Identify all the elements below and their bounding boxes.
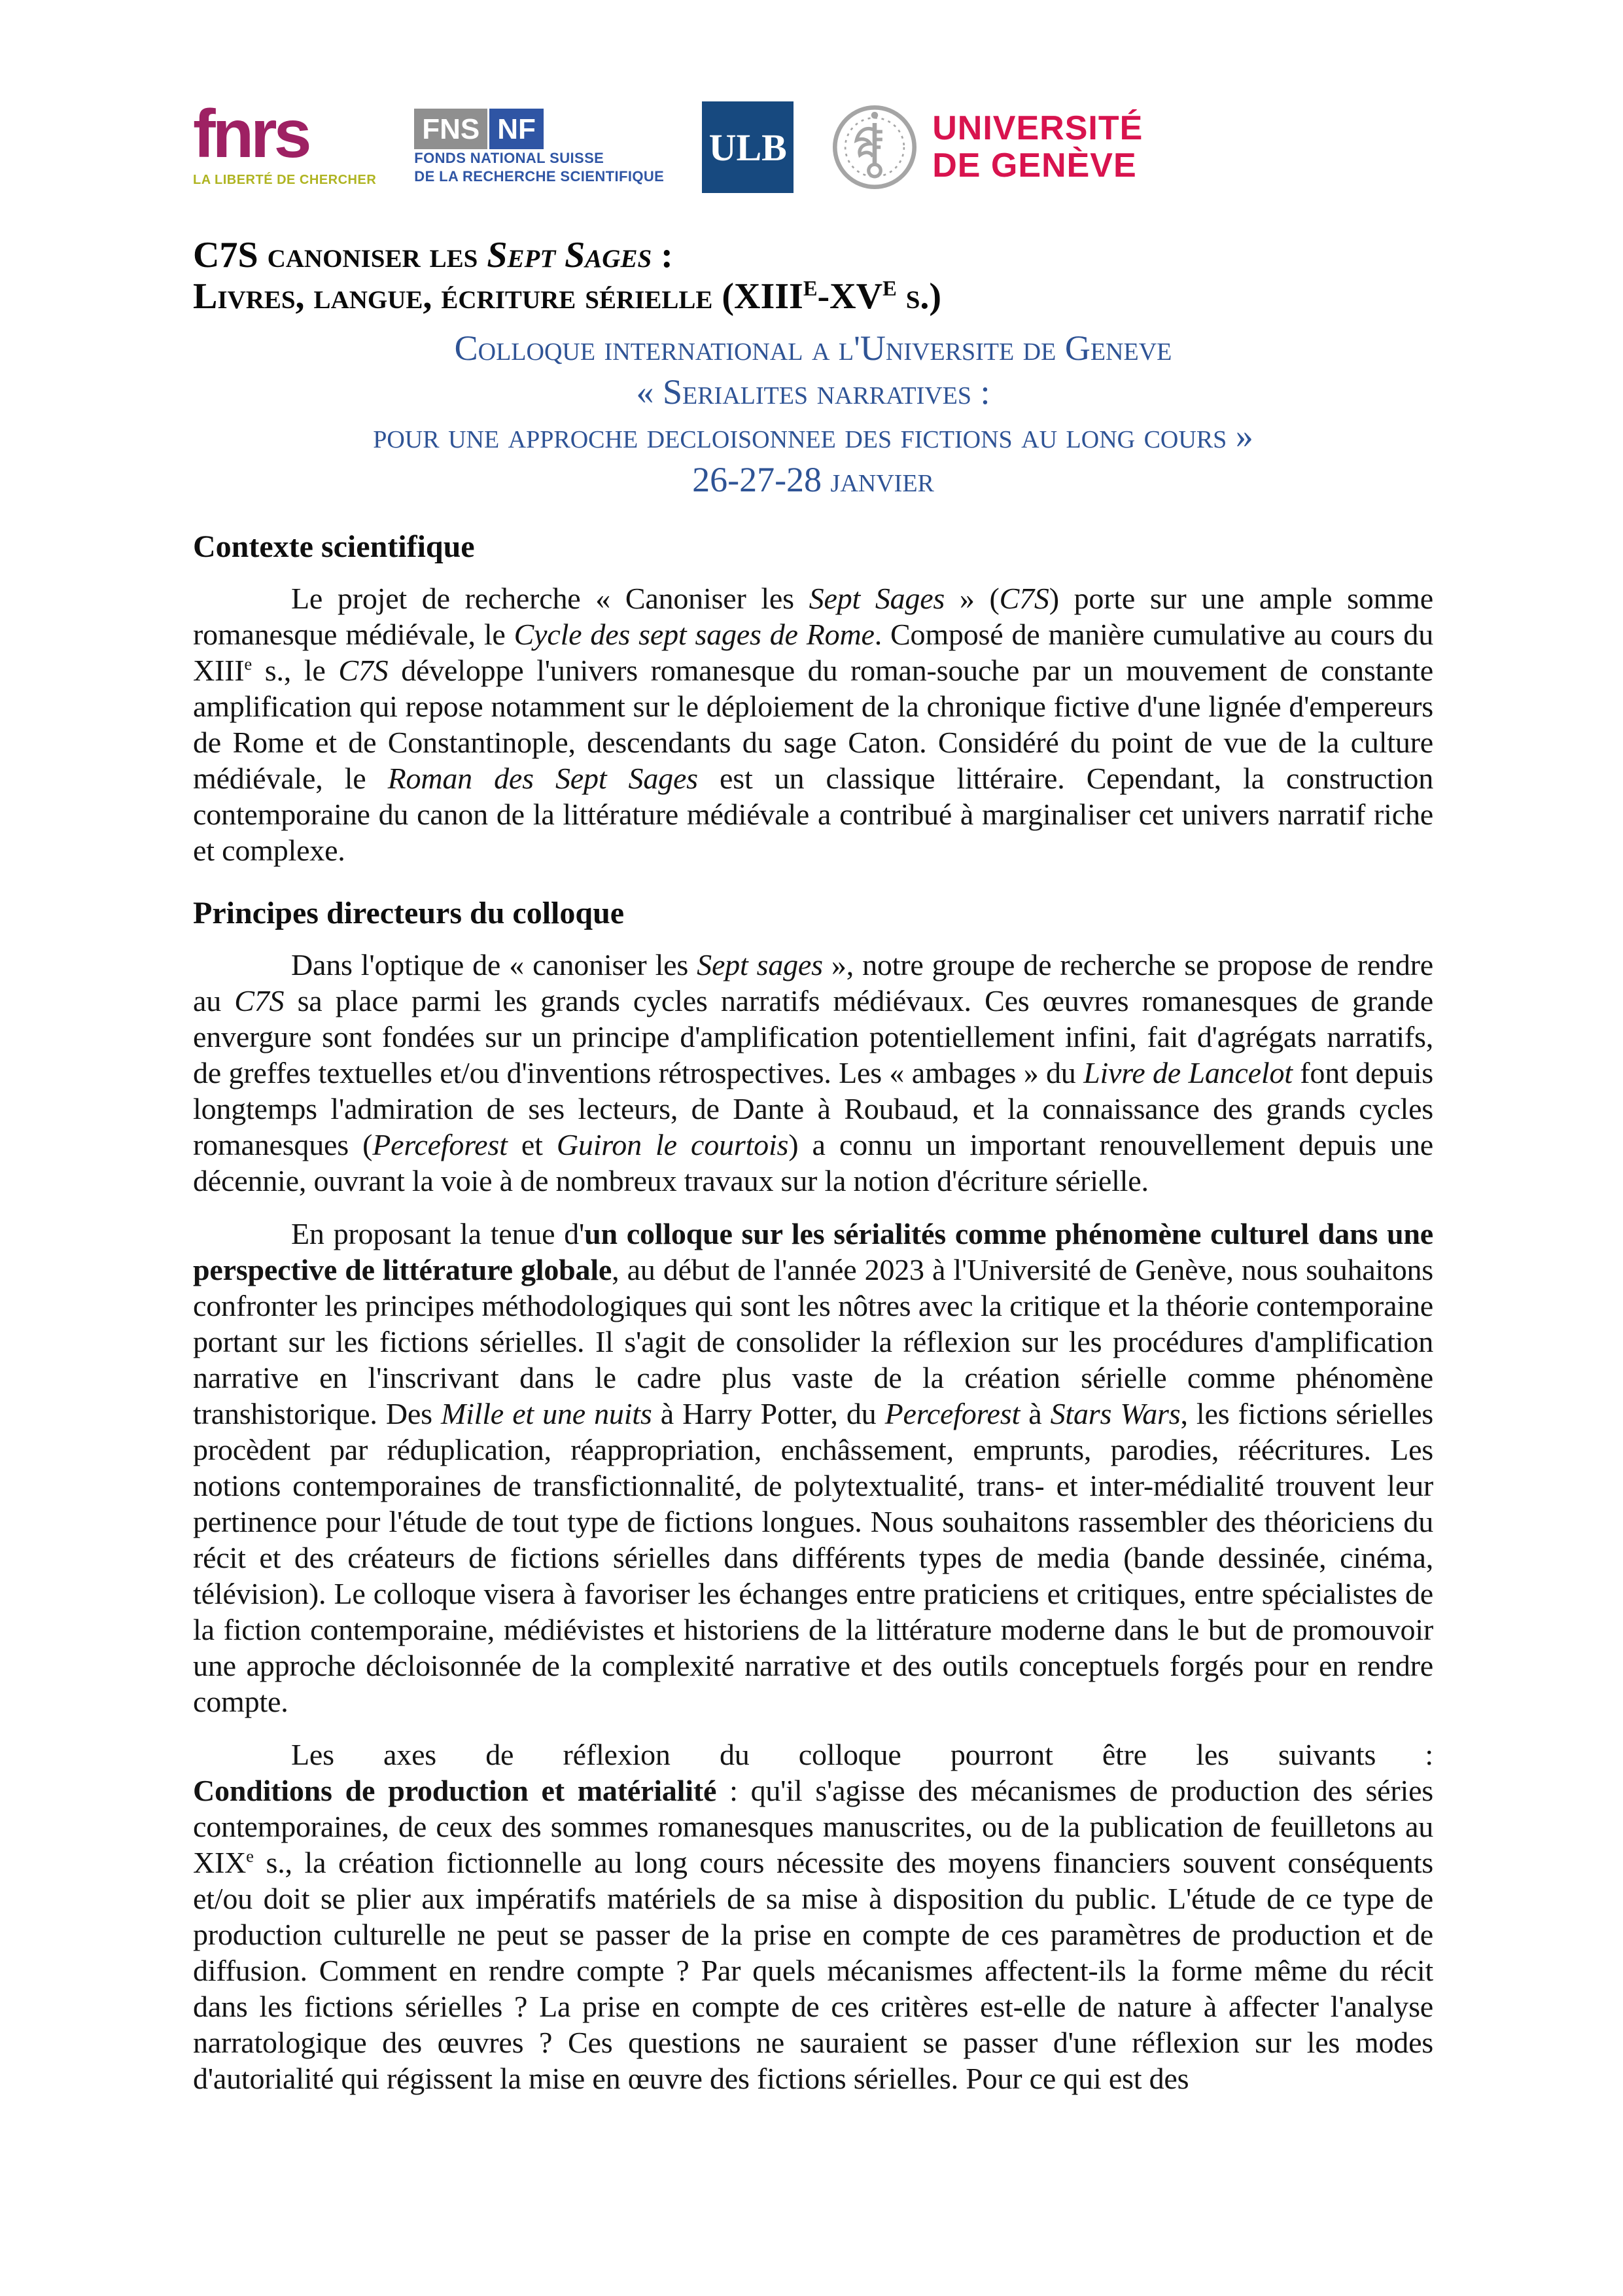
section-body [193,947,1433,2096]
snf-wordmark-nf: NF [489,109,544,149]
section-contexte-scientifique [193,529,1433,868]
superscript-run: E [882,277,897,301]
text-run: , les fictions sérielles procèdent par réduplication, réappropriation, enchâssement, emprunts, parodies, réécritures. Les notions contemporaines de transfictionnalité, de polytextualité, trans- et inter-médialité trouvent leur pertinence pour l'étude de tout type de fictions longues. Nous souhaitons rassembler des théoriciens du récit et des créateurs de fictions sérielles dans différents types de media (bande dessinée, cinéma, télévision). Le colloque visera à favoriser les échanges entre praticiens et critiques, entre spécialistes de la fiction contemporaine, médiévistes et historiens de la littérature moderne dans le but de promouvoir une approche décloisonnée de la complexité narrative et des outils conceptuels forgés pour en rendre compte. [193,1397,1434,1718]
text-run: . Composé de manière cumulative au cours du XIII [193,618,1433,687]
text-run: Livres, langue, écriture sérielle (XIII [193,276,803,317]
snf-wordmark [414,109,544,149]
doc-title [193,235,1433,317]
section-heading: Principes directeurs du colloque [193,896,625,930]
italic-title-run: Livre de Lancelot [1083,1056,1293,1089]
text-run: : [652,235,673,275]
doc-title-line1 [193,235,1433,276]
text-run: En proposant la tenue d' [291,1217,585,1250]
text-run: ) a connu un important renouvellement depuis une décennie, ouvrant la voie à de nombreux travaux sur la notion d'écriture sérielle. [193,1128,1433,1197]
snf-logo [414,109,664,186]
subtitle-dates: 26-27-28 janvier [692,460,934,499]
italic-title-run: Sept sages [697,948,823,981]
section-heading: Contexte scientifique [193,529,475,564]
subtitle-line2: « Serialites narratives : [636,372,990,412]
logo-bar [193,95,1433,200]
text-run: développe l'univers romanesque du roman-souche par un mouvement de constante amplification qui repose notamment sur le déploiement de la chronique fictive d'une lignée d'empereurs de Rome et de Constantinople, descendants du sage Caton. Considéré du point de vue de la culture médiévale, le [193,654,1434,795]
italic-title-run: Sept Sages [487,235,652,275]
superscript-run: e [244,654,253,674]
text-run: Dans l'optique de « canoniser les [291,948,697,981]
subtitle-line3: pour une approche decloisonnee des fictions au long cours » [373,416,1253,455]
unige-logo [831,104,1143,190]
italic-title-run: Guiron le courtois [556,1128,789,1161]
text-run: , au début de l'année 2023 à l'Université de Genève, nous souhaitons confronter les principes méthodologiques qui sont les nôtres avec la critique et la théorie contemporaine portant sur les fictions sérielles. Il s'agit de consolider la réflexion sur les procédures d'amplification narrative en l'inscrivant dans le cadre plus vaste de la création sérielle comme phénomène transhistorique. Des [193,1253,1433,1430]
superscript-run: e [246,1846,254,1866]
italic-title-run: Stars Wars [1050,1397,1181,1430]
text-run: s., le [252,654,339,687]
doc-title-line2 [193,276,1433,317]
bold-run: Conditions de production et matérialité [193,1774,717,1807]
unige-seal-icon [831,104,918,190]
unige-wordmark [932,110,1143,185]
fnrs-tagline: LA LIBERTÉ DE CHERCHER [193,173,377,188]
colloquium-subtitle [193,327,1433,502]
section-principes-directeurs [193,896,1433,2096]
superscript-run: E [803,277,818,301]
snf-caption-line1: FONDS NATIONAL SUISSE [414,150,604,166]
text-run: s.) [896,276,942,317]
italic-title-run: C7S [234,984,285,1017]
text-run: Les axes de réflexion du colloque pourront être les suivants : [291,1738,1433,1771]
fnrs-wordmark: fnrs [193,96,309,172]
italic-title-run: C7S [999,582,1049,615]
italic-title-run: Roman des Sept Sages [387,762,698,795]
text-run: -XV [817,276,883,317]
italic-title-run: Sept Sages [809,582,945,615]
text-run: et [507,1128,557,1161]
document-body [193,529,1433,2096]
text-run: C7S canoniser les [193,235,487,275]
paragraph [193,1216,1433,1720]
paragraph [193,1737,1433,2096]
text-run: », notre groupe de recherche se propose de rendre au [193,948,1433,1017]
snf-wordmark-fns: FNS [414,109,487,149]
text-run: sa place parmi les grands cycles narratifs médiévaux. Ces œuvres romanesques de grande envergure sont fondées sur un principe d'amplification potentiellement infini, fait d'agrégats narratifs, de greffes textuelles et/ou d'inventions rétrospectives. Les « ambages » du [193,984,1433,1089]
snf-caption-line2: DE LA RECHERCHE SCIENTIFIQUE [414,168,665,185]
text-run: est un classique littéraire. Cependant, la construction contemporaine du canon de la littérature médiévale a contribué à marginaliser cet univers narratif riche et complexe. [193,762,1434,867]
text-run: : qu'il s'agisse des mécanismes de production des séries contemporaines, de ceux des sommes romanesques manuscrites, ou de la publication de feuilletons au XIX [193,1774,1433,1879]
text-run: Le projet de recherche « Canoniser les [291,582,809,615]
ulb-logo: ULB [702,101,794,193]
unige-wordmark-line2: DE GENÈVE [932,147,1137,185]
unige-wordmark-line1: UNIVERSITÉ [932,109,1143,147]
text-run: ) porte sur une ample somme romanesque médiévale, le [193,582,1433,651]
text-run: à Harry Potter, du [652,1397,885,1430]
subtitle-line1: Colloque international a l'Universite de Geneve [454,328,1172,368]
italic-title-run: C7S [338,654,389,687]
text-run: s., la création fictionnelle au long cours nécessite des moyens financiers souvent conséquents et/ou doit se plier aux impératifs matériels de sa mise à disposition du public. L'étude de ce type de production culturelle ne peut se passer de la prise en compte de ces paramètres de production et de diffusion. Comment en rendre compte ? Par quels mécanismes affectent-ils la forme même du récit dans les fictions sérielles ? La prise en compte de ces critères est-elle de nature à affecter l'analyse narratologique des œuvres ? Ces questions ne sauraient se passer d'une réflexion sur les modes d'autorialité qui régissent la mise en œuvre des fictions sérielles. Pour ce qui est des [193,1846,1433,2095]
text-run: » ( [945,582,1000,615]
italic-title-run: Mille et une nuits [440,1397,652,1430]
bold-run: un colloque sur les sérialités comme phénomène culturel dans une perspective de littérature globale [193,1217,1433,1286]
fnrs-logo [193,96,377,188]
paragraph [193,947,1433,1199]
italic-title-run: Perceforest [884,1397,1021,1430]
section-body [193,580,1433,868]
italic-title-run: Cycle des sept sages de Rome [514,618,875,651]
paragraph [193,580,1433,868]
text-run: font depuis longtemps l'admiration de ses lecteurs, de Dante à Roubaud, et la connaissance des grands cycles romanesques ( [193,1056,1433,1161]
italic-title-run: Perceforest [372,1128,508,1161]
text-run: à [1020,1397,1051,1430]
